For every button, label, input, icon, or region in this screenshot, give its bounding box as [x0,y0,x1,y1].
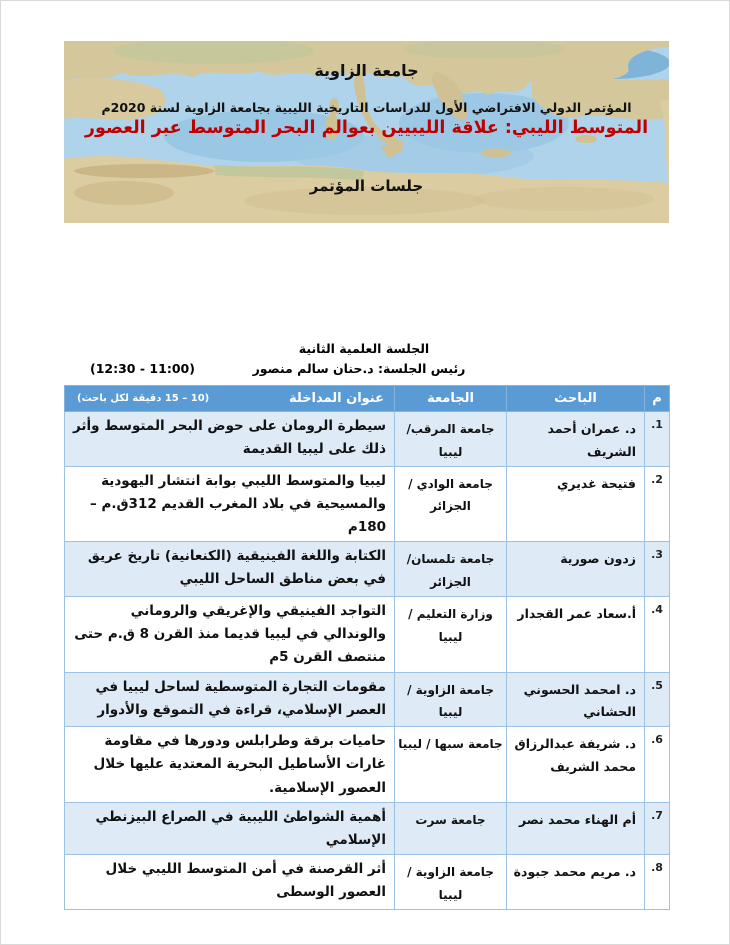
header-researcher: الباحث [507,386,645,412]
table-row [65,672,670,727]
researcher-name: فتيحة غديري [507,466,645,542]
session-heading [64,341,669,383]
session-title: الجلسة العلمية الثانية [298,341,430,356]
conference-title: المتوسط الليبي: علاقة الليبيين بعوالم البحر المتوسط عبر العصور [84,118,649,138]
researcher-name: أم الهناء محمد نصر [507,802,645,854]
row-number: 3. [645,542,670,597]
researcher-name: زدون صورية [507,542,645,597]
table-row [65,596,670,672]
row-number: 1. [645,412,670,467]
paper-title: أثر القرصنة في أمن المتوسط الليبي خلال العصور الوسطى [65,855,395,910]
session-time: (11:00 - 12:30) [90,361,195,376]
paper-title: أهمية الشواطئ الليبية في الصراع البيزنطي الإسلامي [65,802,395,854]
program-table [64,385,670,910]
header-university: الجامعة [395,386,507,412]
sessions-label: جلسات المؤتمر [309,177,424,195]
row-number: 4. [645,596,670,672]
researcher-name: د. امحمد الحسوني الحشاني [507,672,645,727]
header-number: م [645,386,670,412]
university-name: جامعة سبها / ليبيا [395,727,507,803]
university-name: جامعة سرت [395,802,507,854]
row-number: 2. [645,466,670,542]
paper-title: حاميات برقة وطرابلس ودورها في مقاومة غارات الأساطيل البحرية المعتدية عليها خلال العصور الإسلامية. [65,727,395,803]
table-row [65,466,670,542]
paper-title: ليبيا والمتوسط الليبي بوابة انتشار اليهودية والمسيحية في بلاد المغرب القديم 312ق.م – 180م [65,466,395,542]
row-number: 5. [645,672,670,727]
table-row [65,802,670,854]
paper-title: الكتابة واللغة الفينيقية (الكنعانية) تاريخ عريق في بعض مناطق الساحل الليبي [65,542,395,597]
paper-title: مقومات التجارة المتوسطية لساحل ليبيا في العصر الإسلامي، قراءة في التموقع والأدوار [65,672,395,727]
university-name: جامعة الزاوية [314,61,419,80]
university-name: جامعة المرقب/ ليبيا [395,412,507,467]
researcher-name: أ.سعاد عمر القجدار [507,596,645,672]
row-number: 6. [645,727,670,803]
table-row [65,855,670,910]
table-row [65,727,670,803]
paper-title: سيطرة الرومان على حوض البحر المتوسط وأثر ذلك على ليبيا القديمة [65,412,395,467]
conference-subtitle: المؤتمر الدولي الافتراضي الأول للدراسات التاريخية الليبية بجامعة الزاوية لسنة 2020م [101,100,632,115]
university-name: جامعة الوادي /الجزائر [395,466,507,542]
table-row [65,542,670,597]
conference-banner [64,41,669,223]
university-name: جامعة تلمسان/ الجزائر [395,542,507,597]
row-number: 7. [645,802,670,854]
university-name: جامعة الزاوية / ليبيا [395,672,507,727]
header-topic-note: (10 – 15 دقيقة لكل باحث) [77,393,210,404]
researcher-name: د. شريفة عبدالرزاق محمد الشريف [507,727,645,803]
table-header-row [65,386,670,412]
paper-title: التواجد الفينيقي والإغريقي والروماني والوندالي في ليبيا قديما منذ القرن 8 ق.م حتى منتصف القرن 5م [65,596,395,672]
university-name: وزارة التعليم / ليبيا [395,596,507,672]
row-number: 8. [645,855,670,910]
researcher-name: د. مريم محمد جبودة [507,855,645,910]
researcher-name: د. عمران أحمد الشريف [507,412,645,467]
session-chair: رئيس الجلسة: د.حنان سالم منصور [252,361,466,376]
header-topic-label: عنوان المداخلة [289,391,384,406]
university-name: جامعة الزاوية / ليبيا [395,855,507,910]
header-topic [65,386,395,412]
table-row [65,412,670,467]
